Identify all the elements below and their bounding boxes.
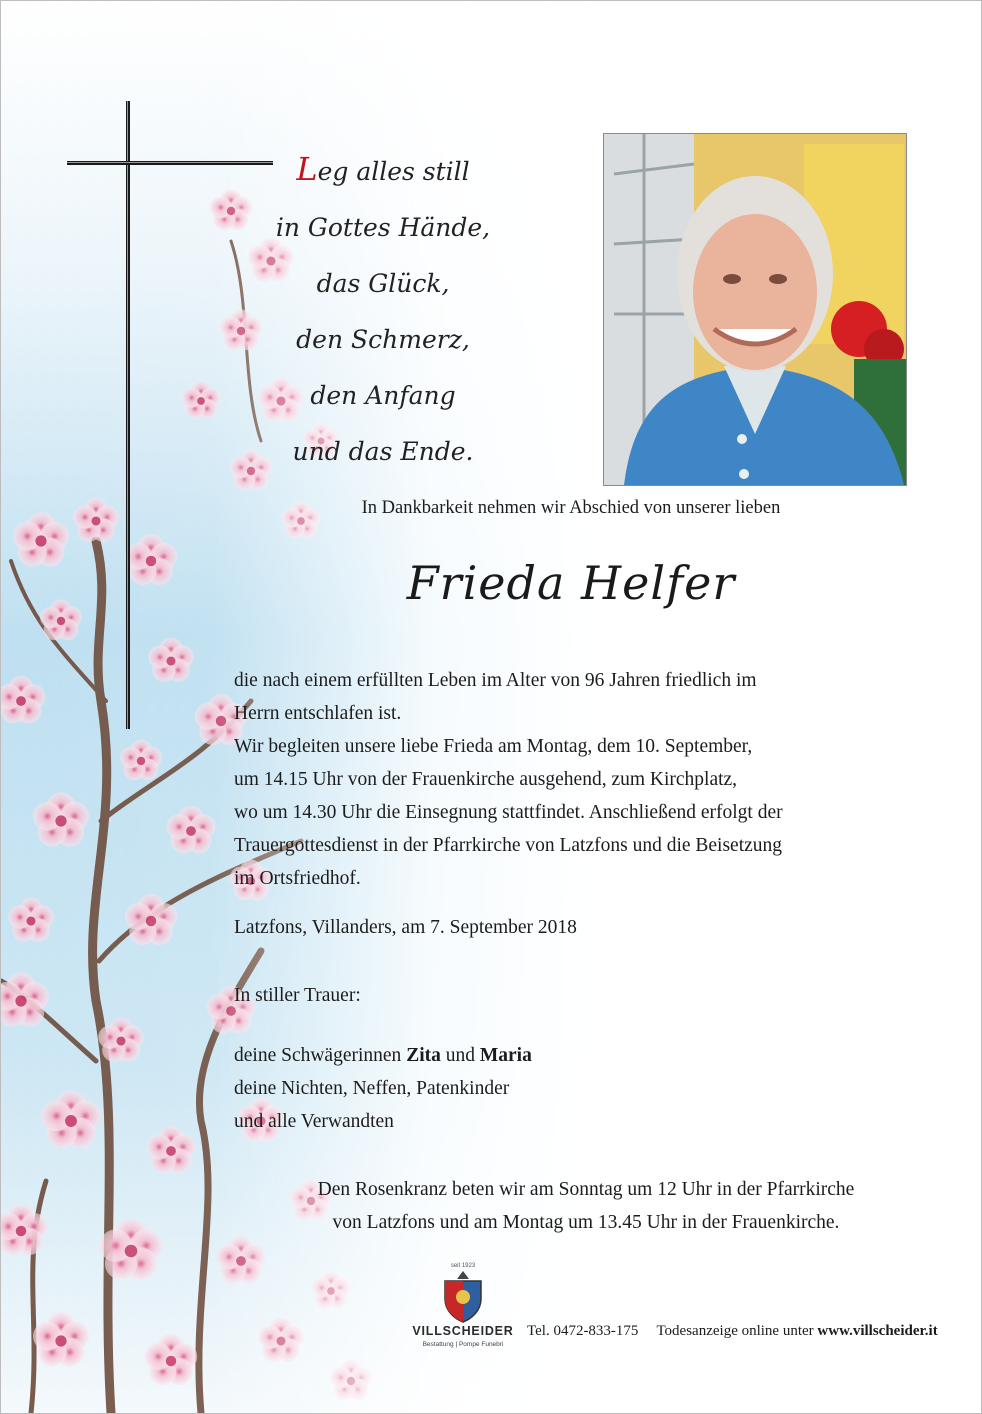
rosary-line: Den Rosenkranz beten wir am Sonntag um 12 Uhr in der Pfarrkirche: [317, 1179, 855, 1200]
poem-line: den Schmerz,: [296, 325, 470, 354]
body-line: Herrn entschlafen ist.: [234, 703, 402, 724]
poem-line: den Anfang: [310, 381, 456, 410]
body-line: um 14.15 Uhr von der Frauenkirche ausgehend, zum Kirchplatz,: [234, 769, 738, 790]
mourners-line: deine Nichten, Neffen, Patenkinder: [234, 1078, 510, 1099]
portrait-photo: [603, 133, 907, 486]
body-line: wo um 14.30 Uhr die Einsegnung stattfindet. Anschließend erfolgt der: [234, 802, 783, 823]
poem-line: das Glück,: [316, 269, 450, 298]
phone-number: Tel. 0472-833-175: [527, 1323, 639, 1339]
poem: [263, 141, 503, 480]
mourners-conj: und: [440, 1045, 480, 1066]
intro-text: In Dankbarkeit nehmen wir Abschied von unserer lieben: [361, 498, 781, 518]
poem-first-line: eg alles still: [317, 157, 470, 186]
contact-line: [527, 1323, 938, 1340]
cross-icon: [126, 101, 130, 729]
logo-name: VILLSCHEIDER: [412, 1324, 514, 1338]
poem-line: und das Ende.: [292, 437, 474, 466]
body-line: Trauergottesdienst in der Pfarrkirche von Latzfons und die Beisetzung: [234, 835, 783, 856]
cross-bar: [67, 161, 273, 165]
mourner-name: Maria: [479, 1045, 532, 1066]
mourner-name: Zita: [406, 1045, 441, 1066]
mourners-list: [234, 1039, 532, 1138]
crest-icon: [439, 1269, 487, 1323]
rosary-notice: [191, 1173, 981, 1239]
mourners-prefix: deine Schwägerinnen: [234, 1045, 407, 1066]
logo-est: seit 1923: [450, 1263, 476, 1269]
body-line: im Ortsfriedhof.: [234, 868, 361, 889]
funeral-home-logo: [409, 1263, 517, 1353]
poem-line: in Gottes Hände,: [275, 213, 491, 242]
poem-initial: L: [296, 150, 318, 188]
online-prefix: Todesanzeige online unter: [656, 1323, 818, 1339]
deceased-name: Frieda Helfer: [406, 556, 736, 610]
logo-subtitle: Bestattung | Pompe Funebri: [422, 1341, 504, 1348]
body-line: Wir begleiten unsere liebe Frieda am Montag, dem 10. September,: [234, 736, 753, 757]
obituary-body: [234, 664, 934, 895]
body-line: die nach einem erfüllten Leben im Alter von 96 Jahren friedlich im: [234, 670, 757, 691]
place-date: Latzfons, Villanders, am 7. September 2018: [234, 917, 577, 938]
mourners-line: und alle Verwandten: [234, 1111, 394, 1132]
rosary-line: von Latzfons und am Montag um 13.45 Uhr in der Frauenkirche.: [332, 1212, 840, 1233]
poem-line: [263, 141, 503, 200]
mourners-line: [234, 1039, 532, 1072]
mourning-label: In stiller Trauer:: [234, 985, 361, 1006]
website-link[interactable]: www.villscheider.it: [817, 1323, 938, 1339]
